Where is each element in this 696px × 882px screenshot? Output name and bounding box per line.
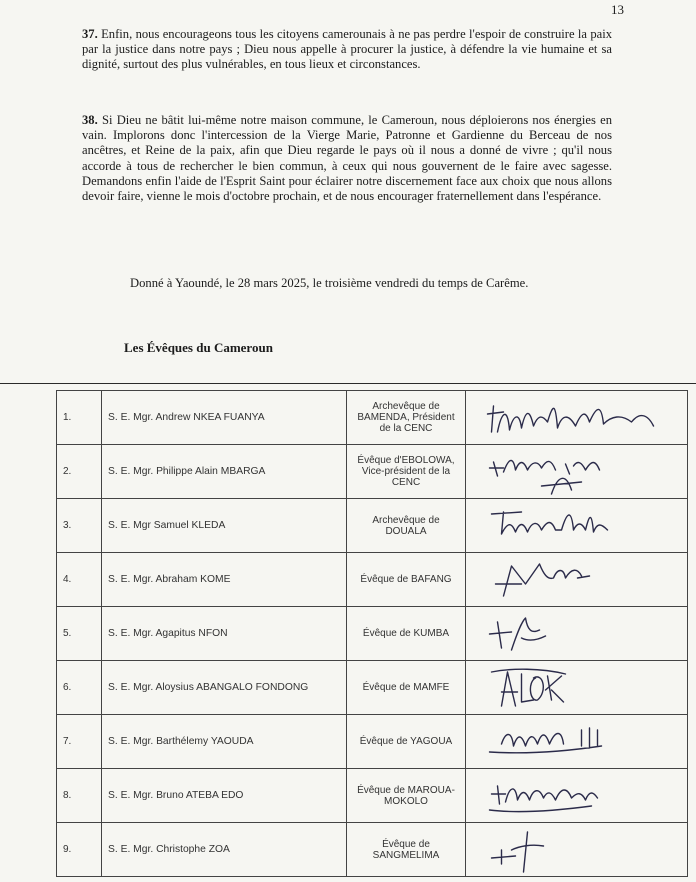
signatories-heading: Les Évêques du Cameroun [124,340,273,355]
signature-cell [466,715,688,769]
row-number: 1. [57,391,102,445]
table-row [57,499,688,553]
page-number: 13 [611,2,624,17]
bishop-name: S. E. Mgr. Philippe Alain MBARGA [102,445,347,499]
table-row [57,553,688,607]
signature-cell [466,553,688,607]
paragraph-number: 38. [82,113,98,127]
row-number: 4. [57,553,102,607]
bishop-title: Archevêque de DOUALA [347,499,466,553]
signature-cell [466,391,688,445]
table-row [57,607,688,661]
bishop-name: S. E. Mgr. Barthélemy YAOUDA [102,715,347,769]
row-number: 2. [57,445,102,499]
bishop-name: S. E. Mgr Samuel KLEDA [102,499,347,553]
handwritten-signature [472,446,681,498]
bishop-title: Évêque de MAMFE [347,661,466,715]
handwritten-signature [472,770,681,822]
paragraph-text: Enfin, nous encourageons tous les citoyens camerounais à ne pas perdre l'espoir de construire la paix par la justice dans notre pays ; Dieu nous appelle à procurer la justice, à défendre la vie humaine et sa dignité, surtout des plus vulnérables, en tous lieux et circonstances. [82,27,612,72]
row-number: 3. [57,499,102,553]
bishop-title: Évêque de SANGMELIMA [347,823,466,877]
handwritten-signature [472,662,681,714]
row-number: 6. [57,661,102,715]
handwritten-signature [472,392,681,444]
bishop-name: S. E. Mgr. Christophe ZOA [102,823,347,877]
handwritten-signature [472,608,681,660]
paragraph-38 [82,113,612,204]
table-row [57,715,688,769]
table-row [57,823,688,877]
bishop-name: S. E. Mgr. Agapitus NFON [102,607,347,661]
table-row [57,445,688,499]
bishop-title: Évêque d'EBOLOWA, Vice-président de la CENC [347,445,466,499]
table-row [57,391,688,445]
signature-cell [466,769,688,823]
table-row [57,769,688,823]
handwritten-signature [472,824,681,876]
bishop-title: Archevêque de BAMENDA, Président de la CENC [347,391,466,445]
handwritten-signature [472,500,681,552]
signature-cell [466,661,688,715]
signature-cell [466,607,688,661]
handwritten-signature [472,554,681,606]
given-at-line: Donné à Yaoundé, le 28 mars 2025, le troisième vendredi du temps de Carême. [130,276,529,290]
signature-cell [466,499,688,553]
signature-cell [466,445,688,499]
signatories-table [56,390,688,877]
bishop-title: Évêque de KUMBA [347,607,466,661]
bishop-title: Évêque de YAGOUA [347,715,466,769]
handwritten-signature [472,716,681,768]
row-number: 9. [57,823,102,877]
signature-cell [466,823,688,877]
signatories-section [0,383,696,882]
table-row [57,661,688,715]
row-number: 8. [57,769,102,823]
bishop-title: Évêque de MAROUA-MOKOLO [347,769,466,823]
bishop-name: S. E. Mgr. Abraham KOME [102,553,347,607]
paragraph-number: 37. [82,27,98,41]
row-number: 5. [57,607,102,661]
bishop-name: S. E. Mgr. Bruno ATEBA EDO [102,769,347,823]
bishop-name: S. E. Mgr. Andrew NKEA FUANYA [102,391,347,445]
bishop-name: S. E. Mgr. Aloysius ABANGALO FONDONG [102,661,347,715]
paragraph-37 [82,27,612,73]
row-number: 7. [57,715,102,769]
bishop-title: Évêque de BAFANG [347,553,466,607]
paragraph-text: Si Dieu ne bâtit lui-même notre maison commune, le Cameroun, nous déploierons nos énergies en vain. Implorons donc l'intercession de la Vierge Marie, Patronne et Gardienne du Berceau de nos ancêtres, et Reine de la paix, afin que Dieu regarde le pays où il nous a donné de vivre ; qu'il nous accorde à tous de rechercher le bien commun, à ceux qui nous gouvernent de le faire avec sagesse. Demandons enfin l'aide de l'Esprit Saint pour éclairer notre discernement face aux choix que nous allons devoir faire, vienne le mois d'octobre prochain, et de nous encourager fraternellement dans l'espérance. [82,113,612,204]
